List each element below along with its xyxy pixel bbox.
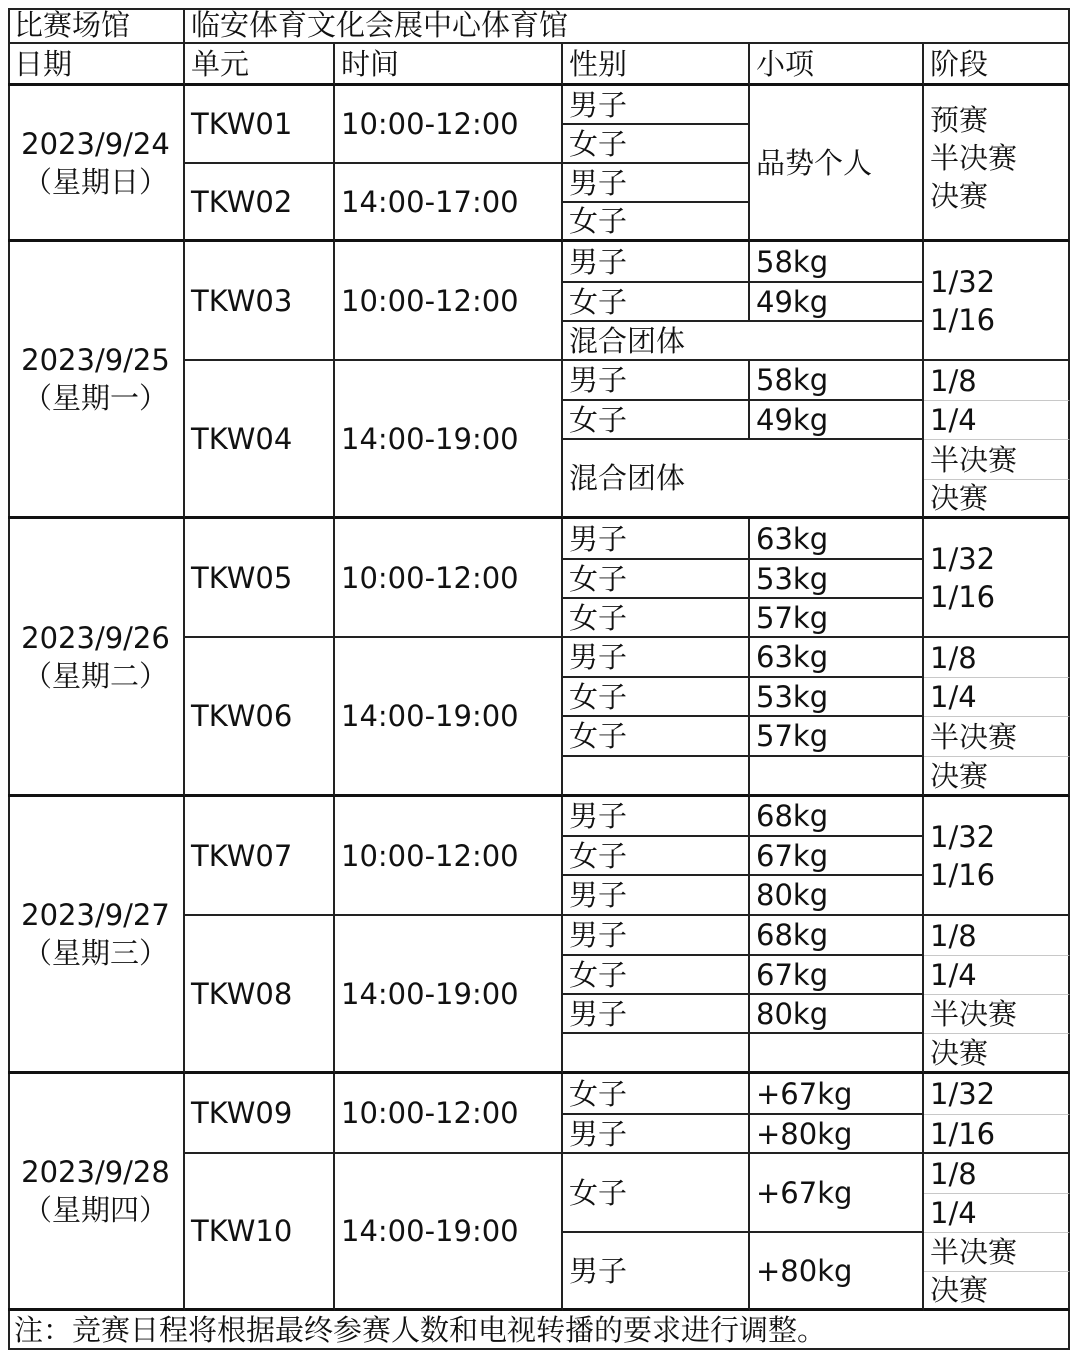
- gender: 女子: [569, 957, 628, 992]
- day-cell: [8, 242, 185, 519]
- unit-cell: [185, 164, 335, 242]
- unit-cell: [185, 519, 335, 638]
- event: 49kg: [756, 284, 829, 319]
- weekday: （星期三）: [22, 936, 168, 970]
- event-cell: [750, 678, 924, 717]
- event-cell: [750, 1233, 924, 1311]
- event-cell: [750, 1154, 924, 1233]
- time-cell: [335, 1074, 563, 1154]
- col-header-event: [750, 44, 924, 86]
- footnote: [8, 1311, 1070, 1350]
- event: 67kg: [756, 838, 829, 873]
- col-header-date-text: 日期: [14, 46, 73, 81]
- gender-cell: [563, 995, 750, 1034]
- gender-cell: [563, 361, 750, 401]
- day-text: [21, 1153, 170, 1229]
- gender: 男子: [569, 1116, 628, 1151]
- gender-cell: [563, 401, 750, 440]
- event-cell: [750, 86, 924, 242]
- col-header-stage: [924, 44, 1070, 86]
- time-cell: [335, 638, 563, 797]
- event-cell: [750, 956, 924, 995]
- gender: 女子: [569, 284, 628, 319]
- unit-cell: [185, 242, 335, 361]
- stage-cell: [924, 401, 1070, 440]
- gender: 男子: [569, 878, 628, 912]
- gender-cell-empty: [563, 757, 750, 797]
- stage-cell: [924, 638, 1070, 678]
- stage-cell: [924, 797, 1070, 916]
- event-cell: [750, 283, 924, 322]
- venue-label: [8, 8, 185, 44]
- event: 品势个人: [756, 145, 873, 180]
- col-header-gender-text: 性别: [569, 46, 628, 81]
- event-cell-empty: [750, 757, 924, 797]
- stage: 1/8: [930, 640, 977, 675]
- stage-cell: [924, 519, 1070, 638]
- venue-name: [185, 8, 1070, 44]
- col-header-stage-text: 阶段: [930, 46, 989, 81]
- gender: 男子: [569, 165, 628, 200]
- date: 2023/9/24: [21, 126, 170, 161]
- event-cell: [750, 797, 924, 837]
- gender: 男子: [569, 363, 628, 397]
- time: 10:00-12:00: [341, 107, 519, 141]
- venue-name-text: 临安体育文化会展中心体育馆: [191, 8, 569, 42]
- unit-cell: [185, 1074, 335, 1154]
- col-header-gender: [563, 44, 750, 86]
- gender-cell: [563, 560, 750, 599]
- time-cell: [335, 361, 563, 519]
- event: 49kg: [756, 402, 829, 437]
- stage-cell: [924, 1115, 1070, 1154]
- unit-cell: [185, 1154, 335, 1311]
- gender: 女子: [569, 204, 628, 238]
- time-cell: [335, 916, 563, 1074]
- gender-cell: [563, 638, 750, 678]
- stage: 预赛: [930, 103, 989, 137]
- gender-cell: [563, 86, 750, 125]
- time: 10:00-12:00: [341, 283, 519, 318]
- event: +80kg: [756, 1116, 853, 1151]
- event: 68kg: [756, 918, 829, 952]
- gender-cell: [563, 1115, 750, 1154]
- stage: 半决赛: [930, 997, 1018, 1031]
- stage: 1/4: [930, 1196, 977, 1230]
- gender: 女子: [569, 679, 628, 714]
- event: 混合团体: [569, 461, 686, 495]
- time: 14:00-17:00: [341, 184, 519, 219]
- stage: 决赛: [930, 1273, 989, 1307]
- day-cell: [8, 519, 185, 797]
- stage: 1/32: [930, 541, 996, 576]
- gender-cell: [563, 164, 750, 203]
- unit-code: TKW04: [191, 421, 293, 456]
- event-cell: [750, 717, 924, 757]
- time-cell: [335, 164, 563, 242]
- time-cell: [335, 1154, 563, 1311]
- day-text: [21, 619, 170, 695]
- event-cell: [750, 242, 924, 283]
- stage: 决赛: [930, 1035, 989, 1070]
- stage-cell: [924, 1154, 1070, 1194]
- stage-cell: [924, 995, 1070, 1034]
- gender-cell: [563, 1074, 750, 1115]
- gender: 男子: [569, 640, 628, 674]
- stage: 1/8: [930, 363, 977, 398]
- weekday: （星期一）: [22, 381, 168, 415]
- event: 53kg: [756, 679, 829, 714]
- event: 57kg: [756, 600, 829, 635]
- col-header-unit: [185, 44, 335, 86]
- day-text: [21, 341, 170, 417]
- col-header-time-text: 时间: [341, 46, 400, 81]
- event: 58kg: [756, 363, 829, 397]
- event-cell: [750, 1074, 924, 1115]
- event-cell: [750, 876, 924, 916]
- unit-code: TKW03: [191, 283, 293, 318]
- stage-cell: [924, 678, 1070, 717]
- stage: 半决赛: [930, 1235, 1018, 1269]
- stage-list: [930, 263, 995, 339]
- gender-cell: [563, 1154, 750, 1233]
- stage: 1/4: [930, 958, 977, 992]
- stage-cell: [924, 440, 1070, 480]
- gender: 男子: [569, 918, 628, 952]
- stage: 1/16: [930, 857, 996, 892]
- time-cell: [335, 519, 563, 638]
- unit-code: TKW05: [191, 560, 293, 595]
- event: 混合团体: [569, 323, 686, 358]
- event-cell-empty: [750, 1034, 924, 1074]
- event: 68kg: [756, 799, 829, 833]
- gender: 男子: [569, 244, 628, 279]
- stage: 半决赛: [930, 719, 1018, 754]
- stage-cell: [924, 242, 1070, 361]
- event: 80kg: [756, 996, 829, 1031]
- team-event-cell: [563, 440, 924, 519]
- event-cell: [750, 401, 924, 440]
- event-cell: [750, 599, 924, 638]
- stage: 决赛: [930, 758, 989, 793]
- stage: 1/8: [930, 1156, 977, 1191]
- gender-cell: [563, 242, 750, 283]
- event: +67kg: [756, 1175, 853, 1210]
- gender-cell: [563, 519, 750, 560]
- event-cell: [750, 638, 924, 678]
- day-text: [21, 125, 170, 201]
- stage: 决赛: [930, 481, 989, 515]
- time: 14:00-19:00: [341, 699, 519, 733]
- stage: 半决赛: [930, 141, 1018, 175]
- gender-cell-empty: [563, 1034, 750, 1074]
- stage-cell: [924, 1034, 1070, 1074]
- gender-cell: [563, 837, 750, 876]
- venue-label-text: 比赛场馆: [14, 8, 131, 42]
- stage: 1/32: [930, 819, 996, 854]
- stage-cell: [924, 757, 1070, 797]
- col-header-time: [335, 44, 563, 86]
- unit-code: TKW07: [191, 838, 293, 873]
- time: 10:00-12:00: [341, 560, 519, 595]
- time: 14:00-19:00: [341, 976, 519, 1011]
- gender: 男子: [569, 1253, 628, 1288]
- stage: 1/32: [930, 264, 996, 299]
- unit-code: TKW09: [191, 1096, 293, 1130]
- date: 2023/9/26: [21, 620, 170, 655]
- gender-cell: [563, 797, 750, 837]
- event-cell: [750, 995, 924, 1034]
- event: 58kg: [756, 244, 829, 279]
- col-header-date: [8, 44, 185, 86]
- gender: 女子: [569, 561, 628, 596]
- gender-cell: [563, 916, 750, 956]
- col-header-unit-text: 单元: [191, 46, 250, 81]
- unit-cell: [185, 797, 335, 916]
- gender-cell: [563, 717, 750, 757]
- event-cell: [750, 837, 924, 876]
- unit-code: TKW10: [191, 1214, 293, 1248]
- stage: 1/8: [930, 918, 977, 953]
- date: 2023/9/25: [21, 343, 170, 377]
- stage-cell: [924, 1233, 1070, 1272]
- event-cell: [750, 1115, 924, 1154]
- gender: 女子: [569, 126, 628, 161]
- time: 14:00-19:00: [341, 421, 519, 456]
- stage-cell: [924, 916, 1070, 956]
- event: 57kg: [756, 719, 829, 753]
- gender-cell: [563, 1233, 750, 1311]
- event: 80kg: [756, 878, 829, 912]
- event: +67kg: [756, 1076, 853, 1111]
- event: 63kg: [756, 521, 829, 556]
- stage: 1/16: [930, 1116, 996, 1151]
- weekday: （星期日）: [22, 164, 168, 199]
- event: 63kg: [756, 640, 829, 674]
- gender: 男子: [569, 87, 628, 122]
- event-cell: [750, 519, 924, 560]
- unit-code: TKW01: [191, 107, 293, 141]
- gender-cell: [563, 876, 750, 916]
- stage-cell: [924, 480, 1070, 519]
- event-cell: [750, 560, 924, 599]
- gender: 女子: [569, 402, 628, 437]
- unit-cell: [185, 361, 335, 519]
- unit-cell: [185, 916, 335, 1074]
- weekday: （星期二）: [22, 658, 168, 693]
- gender-cell: [563, 678, 750, 717]
- stage-cell: [924, 1194, 1070, 1233]
- team-event-cell: [563, 322, 924, 361]
- gender-cell: [563, 283, 750, 322]
- gender-cell: [563, 956, 750, 995]
- stage-cell: [924, 1272, 1070, 1311]
- stage-list: [930, 818, 995, 894]
- stage: 1/4: [930, 403, 977, 437]
- stage-cell: [924, 1074, 1070, 1115]
- unit-code: TKW02: [191, 184, 293, 219]
- day-cell: [8, 1074, 185, 1311]
- gender: 男子: [569, 799, 628, 833]
- unit-code: TKW06: [191, 699, 293, 733]
- footnote-text: 注：竞赛日程将根据最终参赛人数和电视转播的要求进行调整。: [14, 1312, 827, 1347]
- day-cell: [8, 797, 185, 1074]
- gender: 男子: [569, 996, 628, 1031]
- stage-cell: [924, 361, 1070, 401]
- stage-list: [930, 101, 1017, 215]
- gender: 男子: [569, 521, 628, 556]
- stage: 半决赛: [930, 442, 1018, 477]
- time: 10:00-12:00: [341, 1096, 519, 1130]
- gender: 女子: [569, 1175, 628, 1210]
- event-cell: [750, 361, 924, 401]
- stage-cell: [924, 86, 1070, 242]
- event: 53kg: [756, 561, 829, 596]
- day-text: [21, 896, 170, 972]
- event: +80kg: [756, 1253, 853, 1288]
- time: 10:00-12:00: [341, 838, 519, 873]
- stage-cell: [924, 956, 1070, 995]
- unit-cell: [185, 638, 335, 797]
- stage: 1/32: [930, 1077, 996, 1111]
- event: 67kg: [756, 957, 829, 992]
- day-cell: [8, 86, 185, 242]
- time-cell: [335, 86, 563, 164]
- stage-cell: [924, 717, 1070, 757]
- event-cell: [750, 916, 924, 956]
- date: 2023/9/28: [21, 1155, 170, 1189]
- gender-cell: [563, 125, 750, 164]
- date: 2023/9/27: [21, 898, 170, 932]
- time-cell: [335, 242, 563, 361]
- gender-cell: [563, 599, 750, 638]
- gender: 女子: [569, 838, 628, 873]
- gender: 女子: [569, 719, 628, 753]
- gender: 女子: [569, 1076, 628, 1111]
- stage: 1/16: [930, 302, 996, 337]
- gender: 女子: [569, 600, 628, 635]
- stage: 决赛: [930, 179, 989, 213]
- unit-cell: [185, 86, 335, 164]
- col-header-event-text: 小项: [756, 46, 815, 81]
- gender-cell: [563, 203, 750, 242]
- stage-list: [930, 540, 995, 616]
- stage: 1/16: [930, 579, 996, 614]
- stage: 1/4: [930, 680, 977, 714]
- time: 14:00-19:00: [341, 1214, 519, 1248]
- weekday: （星期四）: [22, 1193, 168, 1227]
- time-cell: [335, 797, 563, 916]
- unit-code: TKW08: [191, 976, 293, 1011]
